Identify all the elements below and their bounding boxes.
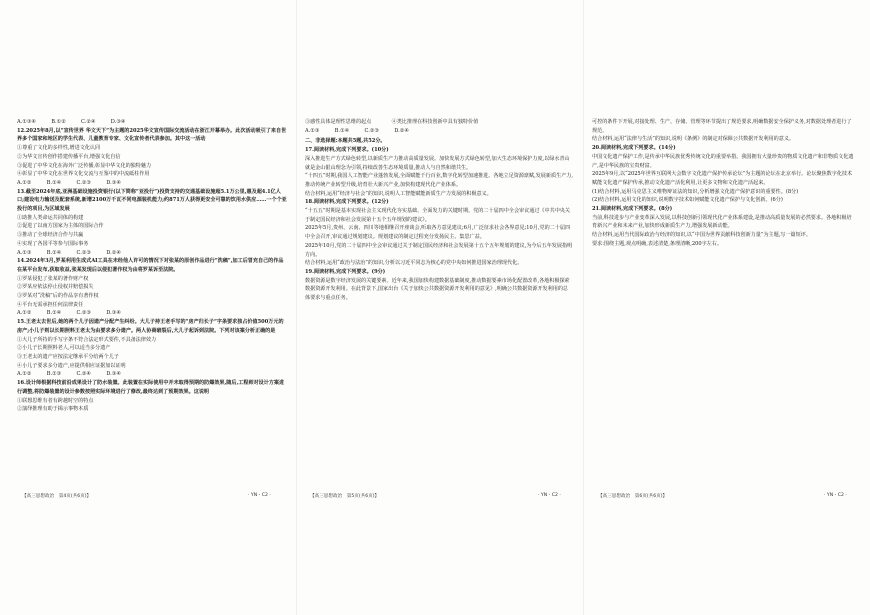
text-line: 19.阅读材料,完成下列要求。(9分) — [305, 268, 386, 275]
text-line: 21.阅读材料,完成下列要求。(8分) — [592, 206, 673, 213]
text-line: 17.阅读材料,完成下列要求。(10分) — [305, 147, 389, 154]
text-line: 2025年5月,贵州、云南、四川等地相继召开座谈会,听取各方意见建议;6月,广泛征求社会各界意见;10月,党的二十届四中全会召开,审议通过规划建议。规划建议的制定过程充分发扬民主、集思广益。 — [305, 225, 571, 241]
page-divider — [296, 0, 297, 615]
text-line: ③推动了全球经济合作与共赢 — [17, 232, 84, 239]
text-line: A.①② B.①③ C.②④ D.③④ — [17, 371, 121, 378]
text-line: A.①② B.①④ C.②③ D.③④ — [17, 179, 121, 186]
text-line: ②罗某应依法停止侵权并赔偿损失 — [17, 284, 94, 291]
text-line: ④小儿子要求多分遗产,应提供相应证据加以证明 — [17, 362, 126, 369]
page-divider — [583, 0, 584, 615]
text-line: “十四五”时期,我国人工智能产业蓬勃发展,全面赋能千行百业,数字化转型加速推进。各地立足资源禀赋,发展新质生产力,推动传统产业转型升级,培育壮大新兴产业,加快构建现代化产业体系。 — [305, 173, 573, 188]
text-line: ③促进了中华文化在海外广泛传播,彰显中华文化的独特魅力 — [17, 162, 152, 169]
text-line: 14.2024年3月,罗某利用生成式AI工具在未经他人许可的情况下对张某的原创作品进行“洗稿”,加工后冒充自己的作品在某平台发布,获取收益,张某发现后以侵犯著作权为由将罗某诉至法院。 — [17, 258, 284, 273]
text-line: ③王老太的遗产应按法定继承平分给两个儿子 — [17, 353, 119, 360]
text-line: ②促进了以南方国家为主体的国际合作 — [17, 223, 104, 230]
text-line: 2025年9月,以“2025年世界互联网大会数字文化遗产保护传承论坛”为主题的论坛在北京举行。论坛聚焦数字化技术赋能文化遗产保护传承,推动文化遗产活化利用,让更多文物和文化遗产活起来。 — [592, 171, 853, 186]
text-line: 深入推进生产方式绿色转型,以新质生产力推动高质量发展。加快发展方式绿色转型,加大生态环境保护力度,以绿水青山就是金山银山理念为引领,持续改善生态环境质量,推动人与自然和谐共生。 — [305, 155, 570, 171]
text-line: 结合材料,运用“政治与法治”的知识,分析以习近平同志为核心的党中央如何推进国家治理现代化。 — [305, 260, 523, 267]
text-line: (2)结合材料,运用文化的知识,说明数字技术如何赋能文化遗产保护与文化创新。(6分) — [592, 197, 783, 204]
text-line: 二、非选择题:本题共5题,共52分。 — [305, 138, 386, 145]
text-line: ④平台无需承担任何法律责任 — [17, 301, 84, 308]
page-6-footer-code: · YN - C2 · — [824, 493, 847, 498]
text-line: 当前,科技进步与产业变革深入发展,以科技创新引领现代化产业体系建设,是推动高质量发展的必然要求。各地积极培育新兴产业和未来产业,加快形成新质生产力,增强发展新动能。 — [592, 214, 852, 230]
text-line: 18.阅读材料,完成下列要求。(12分) — [305, 199, 389, 206]
text-line: 结合材料,运用“法律与生活”的知识,说明《条例》的制定对保障公共数据开发利用的意义。 — [592, 136, 795, 143]
text-line: A.①③ B.①④ C.②③ D.②④ — [17, 249, 121, 256]
text-line: ④彰显了中华文化在世界文化交流与互鉴中的中流砥柱作用 — [17, 171, 150, 178]
text-line: A.①② B.①④ C.②③ D.③④ — [17, 310, 121, 317]
text-line: ③罗某对“洗稿”后的作品享有著作权 — [17, 293, 99, 300]
text-line: 数据资源是数字经济发展的关键要素。近年来,我国加快构建数据基础制度,推动数据要素市场化配置改革,各地积极探索数据资源开发利用。在此背景下,国家出台《关于加快公共数据资源开发利用的意见》,明确公共数据资源开发利用的总体要求与重点任务。 — [305, 277, 570, 302]
text-line: 12.2025年8月,以“宣传世界 华文天下”为主题的2025华文宣传国际交流活动在浙江开幕举办。此次活动吸引了来自世界多个国家和地区的学生代表、儿童教育专家、文化宣传者代表参加。其中这一活动 — [17, 127, 287, 143]
text-line: ①联想思维有者有跨越时空的特点 — [17, 397, 94, 404]
text-line: 16.设计师根据科技前沿成果设计了防水装置。此装置在实际使用中并未取得预期的防爆效果,随后,工程师对设计方案进行调整,将防爆装置的设计参数按照实际环境进行了修改,最终达到了预期效果。这说明 — [17, 380, 285, 395]
text-line: (1)结合材料,运用马克思主义唯物辩证法的知识,分析增强文化遗产保护意识的重要性。(8分) — [592, 188, 799, 195]
text-line: 结合材料,运用“经济与社会”的知识,说明人工智能赋能新质生产力发展的积极意义。 — [305, 190, 492, 197]
text-line: 要求:围绕主题,观点明确,表述清楚,条理清晰,200字左右。 — [592, 240, 722, 247]
text-line: ①尊重了文化的多样性,增进文化认同 — [17, 145, 101, 152]
text-line: 可控的条件下开展,对接处理、生产、存储、管理等环节提出了规范要求,明确数据安全保护义务,对数据处理者进行了规范。 — [592, 119, 852, 134]
text-line: A.①③ B.①④ C.②③ D.②④ — [305, 127, 409, 134]
page-5-column — [305, 118, 573, 303]
text-line: 13.截至2024年底,亚洲基础设施投资银行(以下简称“亚投行”)投资支持的交通基础设施超5.1万公里,惠及超4.1亿人口;建设电力输送及配套系统,新增2100万千瓦不同电源装机能力;约871万人获得更安全可靠的饮用水供应……一个个亚投行的项目,为区域发展 — [17, 188, 287, 213]
text-line: ③感性具体是理性思维的起点 ④类比推理在科技创新中具有独特价值 — [305, 119, 479, 125]
text-line: ②为华文宣传创作搭建传播平台,增强文化自信 — [17, 153, 121, 160]
text-line: 2025年10月,党的二十届四中全会审议通过关于制定国民经济和社会发展第十五个五年规划的建议,为今后五年发展指明方向。 — [305, 242, 573, 258]
page-6-column — [592, 118, 854, 249]
text-line: “十五五”时期是基本实现社会主义现代化夯实基础、全面发力的关键时期。党的二十届四中全会审议通过《中共中央关于制定国民经济和社会发展第十五个五年规划的建议》。 — [305, 208, 570, 223]
text-line: ①助推人类命运共同体的构建 — [17, 214, 84, 221]
text-line: 20.阅读材料,完成下列要求。(14分) — [592, 145, 676, 152]
text-line: ④实现了各国平等参与国际事务 — [17, 240, 89, 247]
page-5-footer-label: 【高三思想政治 第5页(共6页)】 — [310, 494, 380, 499]
page-4-column — [17, 118, 287, 414]
text-line: 中国文化遗产保护工作,是传承中华民族优秀传统文化的重要举措。我国拥有大量珍贵的物质文化遗产和非物质文化遗产,是中华民族的宝贵财富。 — [592, 153, 854, 169]
text-line: ①大儿子所持的手写字条不符合法定形式要件,不具备法律效力 — [17, 336, 157, 343]
text-line: 结合材料,运用当代国际政治与经济的知识,以“中国为世界贡献科技创新力量”为主题,写一篇短评。 — [592, 232, 811, 239]
text-line: A.①③④ B.①② C.②④ D.③④ — [17, 119, 126, 125]
text-line: 15.王老太去世后,她的两个儿子因遗产分配产生纠纷。大儿子持王老手写的“房产归长子”字条要求独占价值500万元的房产;小儿子则以长期照料王老太为由要求多分遗产。两人协商破裂后,大儿子起诉到法院。下列对该案分析正确的是 — [17, 319, 284, 334]
text-line: ①罗某侵犯了张某的著作财产权 — [17, 275, 89, 282]
page-4-footer-code: · YN - C2 · — [248, 493, 271, 498]
page-4-footer-label: 【高三思想政治 第4页(共6页)】 — [22, 494, 92, 499]
text-line: ②演绎推理有助于揭示事物本质 — [17, 406, 89, 413]
page-6-footer-label: 【高三思想政治 第6页(共6页)】 — [598, 494, 668, 499]
text-line: ②小儿子长期照料老人,可以适当多分遗产 — [17, 345, 111, 352]
page-5-footer-code: · YN - C2 · — [538, 493, 561, 498]
